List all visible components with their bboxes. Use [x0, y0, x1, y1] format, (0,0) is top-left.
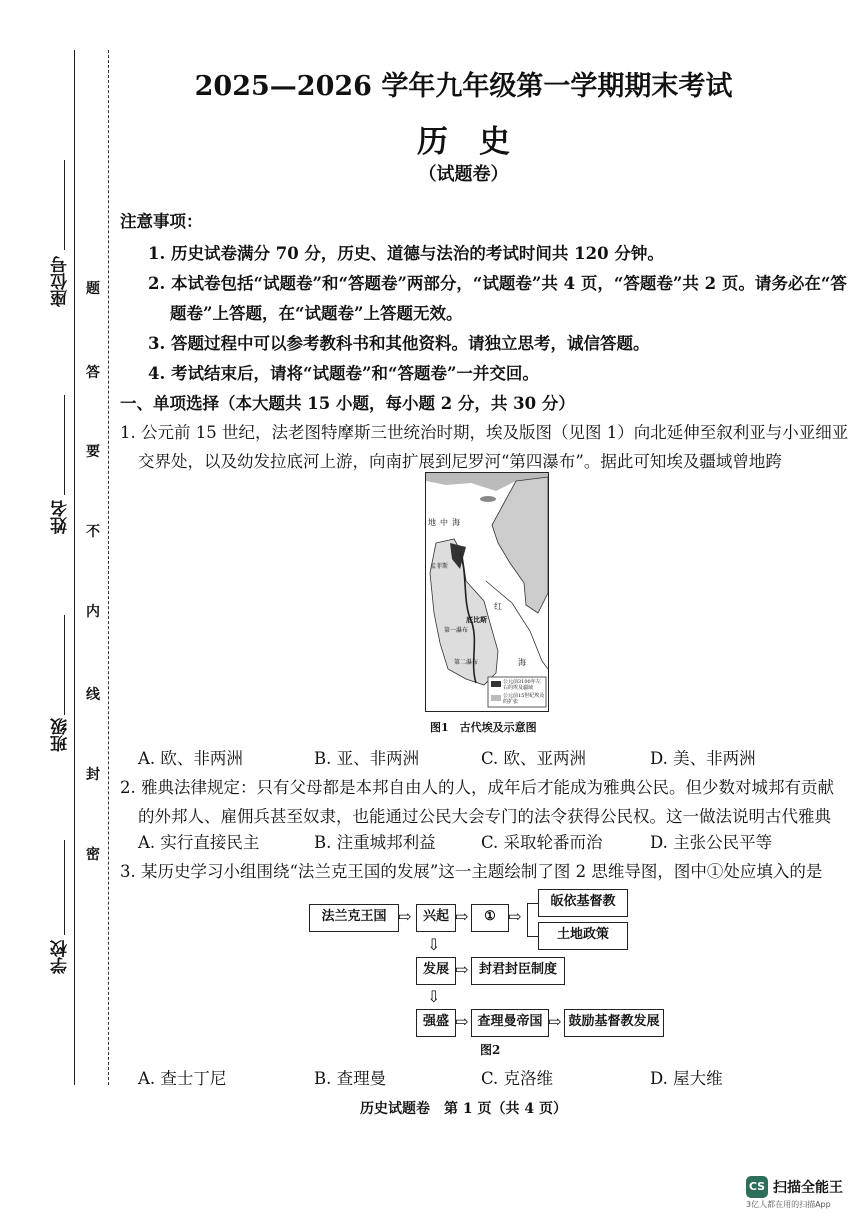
question-1-text: 交界处，以及幼发拉底河上游，向南扩展到尼罗河“第四瀑布”。据此可知埃及疆域曾地跨 — [138, 452, 782, 471]
q1-option-c[interactable]: C. 欧、亚两洲 — [481, 749, 587, 768]
arrow-right-icon: ⇨ — [455, 1012, 469, 1031]
name-label: 姓名 — [51, 500, 71, 534]
q2-option-c[interactable]: C. 采取轮番而治 — [481, 833, 603, 852]
arrow-right-icon: ⇨ — [508, 907, 522, 926]
egypt-map — [425, 472, 549, 712]
question-2-text: 的外邦人、雇佣兵甚至奴隶，也能通过公民大会专门的法令获得公民权。这一做法说明古代雅典 — [138, 807, 831, 826]
binding-line-outer — [74, 50, 75, 1085]
figure-1-caption: 图1 古代埃及示意图 — [430, 721, 537, 734]
q1-option-a[interactable]: A. 欧、非两洲 — [138, 749, 243, 768]
map-label-red: 红 — [494, 602, 502, 611]
notice-item: 4. 考试结束后，请将“试题卷”和“答题卷”一并交回。 — [148, 364, 539, 383]
school-label: 学校 — [51, 940, 71, 974]
seat-number-label: 座位号 — [51, 256, 71, 307]
page-footer: 历史试题卷 第 1 页（共 4 页） — [360, 1101, 567, 1117]
watermark-name: 扫描全能王 — [773, 1180, 843, 1196]
node-develop: 发展 — [416, 957, 456, 985]
map-label-mediterranean: 地中海 — [428, 518, 464, 527]
map-label-second-cataract: 第二瀑布 — [454, 659, 479, 666]
node-peak: 强盛 — [416, 1009, 456, 1037]
node-rise: 兴起 — [416, 904, 456, 932]
q2-option-b[interactable]: B. 注重城邦利益 — [314, 833, 436, 852]
question-3-text: 3. 某历史学习小组围绕“法兰克王国的发展”这一主题绘制了图 2 思维导图，图中①处应填入的是 — [120, 862, 823, 881]
arrow-right-icon: ⇨ — [398, 907, 412, 926]
seal-char: 密 — [86, 847, 100, 863]
watermark-sub: 3亿人都在用的扫描App — [746, 1200, 831, 1209]
map-label-first-cataract: 第一瀑布 — [444, 627, 469, 634]
q1-option-b[interactable]: B. 亚、非两洲 — [314, 749, 420, 768]
q2-option-a[interactable]: A. 实行直接民主 — [138, 833, 260, 852]
notice-heading: 注意事项： — [120, 212, 203, 231]
seal-char: 题 — [86, 281, 100, 297]
node-church: 鼓励基督教发展 — [564, 1009, 664, 1037]
seal-char: 内 — [86, 604, 100, 620]
q1-option-d[interactable]: D. 美、非两洲 — [650, 749, 756, 768]
question-1-text: 1. 公元前 15 世纪，法老图特摩斯三世统治时期，埃及版图（见图 1）向北延伸至叙利亚与小亚细亚 — [120, 423, 849, 442]
binding-line-dashed — [108, 50, 109, 1085]
seal-char: 不 — [86, 524, 100, 540]
class-field[interactable] — [64, 615, 65, 715]
seal-char: 封 — [86, 767, 100, 783]
map-label-sea: 海 — [518, 658, 526, 667]
scanner-watermark — [746, 1176, 843, 1210]
q3-option-b[interactable]: B. 查理曼 — [314, 1069, 387, 1088]
school-field[interactable] — [64, 840, 65, 935]
notice-item: 3. 答题过程中可以参考教科书和其他资料。请独立思考，诚信答题。 — [148, 334, 650, 353]
node-land-policy: 土地政策 — [538, 922, 628, 950]
seal-char: 线 — [86, 687, 100, 703]
branch-connector — [527, 903, 538, 937]
egypt-map-svg — [426, 473, 548, 711]
seal-char: 要 — [86, 444, 100, 460]
arrow-right-icon: ⇨ — [455, 960, 469, 979]
arrow-down-icon: ⇩ — [427, 987, 441, 1006]
notice-item: 2. 本试卷包括“试题卷”和“答题卷”两部分，“试题卷”共 4 页，“答题卷”共 2 页。请务必在“答 — [148, 274, 847, 293]
map-label-memphis: 孟菲斯 — [430, 563, 449, 570]
section-heading: 一、单项选择（本大题共 15 小题，每小题 2 分，共 30 分） — [120, 394, 575, 413]
question-2-text: 2. 雅典法律规定：只有父母都是本邦自由人的人，成年后才能成为雅典公民。但少数对城邦有贡献 — [120, 778, 834, 797]
camscanner-logo-icon: CS — [746, 1176, 768, 1198]
q3-option-a[interactable]: A. 查士丁尼 — [138, 1069, 227, 1088]
q3-option-d[interactable]: D. 屋大维 — [650, 1069, 723, 1088]
q3-option-c[interactable]: C. 克洛维 — [481, 1069, 554, 1088]
figure-2-caption: 图2 — [480, 1043, 501, 1057]
node-feudal: 封君封臣制度 — [471, 957, 565, 985]
arrow-right-icon: ⇨ — [455, 907, 469, 926]
name-field[interactable] — [64, 395, 65, 495]
class-label: 班级 — [51, 718, 71, 752]
node-convert: 皈依基督教 — [538, 889, 628, 917]
node-charlemagne: 查理曼帝国 — [471, 1009, 549, 1037]
paper-type: （试题卷） — [418, 164, 509, 185]
notice-item: 题卷”上答题，在“试题卷”上答题无效。 — [170, 304, 463, 323]
map-legend-item: 公元前15世纪埃及的扩张 — [503, 693, 545, 705]
node-blank: ① — [471, 904, 509, 932]
map-legend-item: 公元前3100年左右的埃及疆域 — [503, 679, 541, 691]
arrow-right-icon: ⇨ — [548, 1012, 562, 1031]
node-frankish-kingdom: 法兰克王国 — [309, 904, 399, 932]
notice-item: 1. 历史试卷满分 70 分，历史、道德与法治的考试时间共 120 分钟。 — [148, 244, 664, 263]
q2-option-d[interactable]: D. 主张公民平等 — [650, 833, 773, 852]
seal-char: 答 — [86, 365, 100, 381]
map-label-thebes: 底比斯 — [466, 615, 487, 624]
subject-title: 历 史 — [417, 124, 510, 160]
exam-title: 2025—2026 学年九年级第一学期期末考试 — [194, 71, 733, 102]
arrow-down-icon: ⇩ — [427, 935, 441, 954]
